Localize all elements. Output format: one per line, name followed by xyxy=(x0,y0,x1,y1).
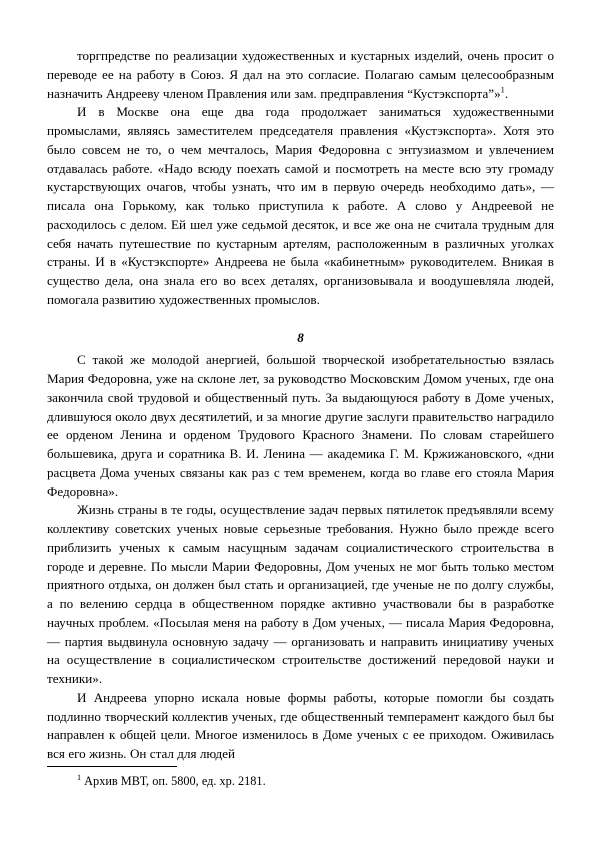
footnote-number: 1 xyxy=(77,772,82,782)
paragraph-andreeva-formy: И Андреева упорно искала новые формы работы, которые помогли бы создать подлинно творческий коллектив ученых, где общественный темперамент каждого был бы направлен к общей цели. Многое изменилось в Доме ученых с ее приходом. Оживилась вся его жизнь. Он стал для людей xyxy=(47,689,554,761)
paragraph-continuation xyxy=(47,47,554,103)
main-text-column xyxy=(47,47,554,764)
section-spacer-above xyxy=(47,310,554,329)
paragraph-dom-uchenyh: С такой же молодой анергией, большой творческой изобретательностью взялась Мария Федоровна, уже на склоне лет, за руководство Московским Домом ученых, где она закончила свой трудовой и общественный путь. За выдающуюся работу в Доме ученых, длившуюся около двух десятилетий, и за многие другие заслуги правительство наградило ее орденом Ленина и орденом Трудового Красного Знамени. По словам старейшего большевика, друга и соратника В. И. Ленина — академика Г. М. Кржижановского, «дни расцвета Дома ученых связаны как раз с тем временем, когда во главе его стояла Мария Федоровна». xyxy=(47,352,554,499)
footnote-reference-marker: 1 xyxy=(500,85,505,95)
section-number-heading: 8 xyxy=(297,329,304,345)
paragraph-text: торгпредстве по реализации художественных и кустарных изделий, очень просит о переводе ее на работу в Союз. Я дал на это согласие. Полагаю самым целесообразным назначить Андрееву членом Правления или зам. предправления “Кустэкспорта”» xyxy=(47,48,554,101)
footnote-area xyxy=(47,766,554,789)
paragraph-text-tail: . xyxy=(504,85,509,101)
footnote-separator-rule xyxy=(47,766,177,767)
footnote-entry xyxy=(47,773,554,789)
paragraph-zhizn-strany: Жизнь страны в те годы, осуществление задач первых пятилеток предъявляли всему коллективу советских ученых новые серьезные требования. Нужно было прежде всего приблизить ученых к самым насущным задачам социалистического строительства в городе и деревне. По мысли Марии Федоровны, Дом ученых не мог быть только местом приятного отдыха, он должен был стать и организацией, где ученые не по долгу службы, а по велению сердца в общественном порядке активно участвовали бы в разработке научных проблем. «Посылая меня на работу в Дом ученых, — писала Мария Федоровна, — партия выдвинула основную задачу — организовать и направить инициативу ученых на осуществление в социалистическом строительстве достижений передовой науки и техники». xyxy=(47,502,554,686)
footnote-citation-text: Архив МВТ, оп. 5800, ед. хр. 2181. xyxy=(81,774,266,788)
paragraph-moscow: И в Москве она еще два года продолжает заниматься художественными промыслами, являясь заместителем председателя правления «Кустэкспорта». Хотя это было совсем не то, о чем мечталось, Мария Федоровна с энтузиазмом и увлечением отдавалась работе. «Надо всюду поехать самой и посмотреть на месте всю эту громаду кустарствующих очагов, чтобы узнать, что им в первую очередь необходимо дать», — писала она Горькому, как только приступила к работе. А слово у Андреевой не расходилось с делом. Ей шел уже седьмой десяток, и все же она не считала трудным для себя начать путешествие по кустарным артелям, расположенным в различных уголках страны. И в «Кустэкспорте» Андреева не была «кабинетным» руководителем. Вникая в существо дела, она знала его во всех деталях, организовывала и воодушевляла людей, помогала развитию художественных промыслов. xyxy=(47,104,554,307)
